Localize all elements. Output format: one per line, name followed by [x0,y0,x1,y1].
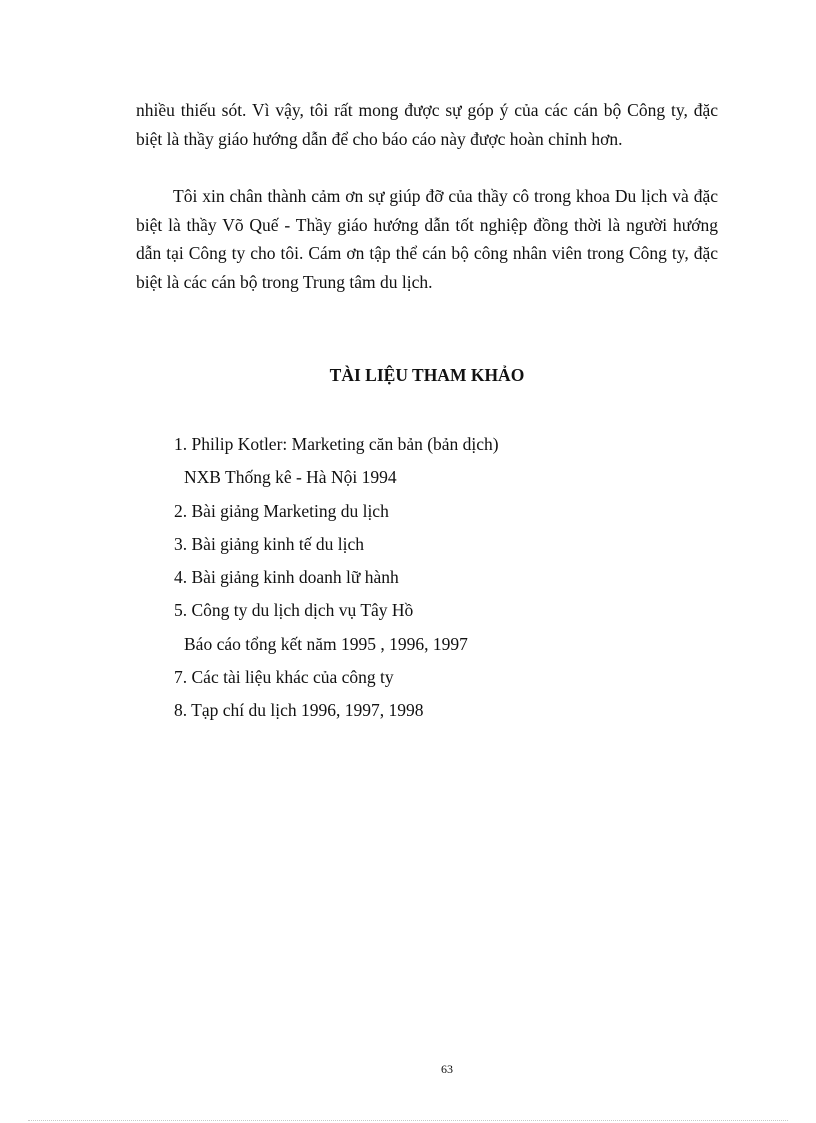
reference-item: 5. Công ty du lịch dịch vụ Tây Hồ [174,600,414,621]
paragraph-closing: nhiều thiếu sót. Vì vậy, tôi rất mong được sự góp ý của các cán bộ Công ty, đặc biệt là thầy giáo hướng dẫn để cho báo cáo này được hoàn chỉnh hơn. [136,100,718,149]
paragraph-acknowledgement: Tôi xin chân thành cảm ơn sự giúp đỡ của thầy cô trong khoa Du lịch và đặc biệt là thầy Võ Quế - Thầy giáo hướng dẫn tốt nghiệp đồng thời là người hướng dẫn tại Công ty cho tôi. Cám ơn tập thể cán bộ công nhân viên trong Công ty, đặc biệt là các cán bộ trong Trung tâm du lịch. [136,186,718,292]
reference-item: 4. Bài giảng kinh doanh lữ hành [174,567,399,588]
reference-item-detail: Báo cáo tổng kết năm 1995 , 1996, 1997 [184,633,468,654]
page-bottom-border [28,1120,788,1121]
reference-item: 1. Philip Kotler: Marketing căn bản (bản dịch) [174,434,499,454]
reference-item: 7. Các tài liệu khác của công ty [174,667,394,688]
reference-item: 2. Bài giảng Marketing du lịch [174,500,389,521]
references-title: TÀI LIỆU THAM KHẢO [329,365,525,385]
reference-item: 3. Bài giảng kinh tế du lịch [174,533,365,554]
page-number: 63 [441,1062,453,1076]
references-list [174,432,694,732]
reference-item: 8. Tạp chí du lịch 1996, 1997, 1998 [174,700,424,721]
reference-item-detail: NXB Thống kê - Hà Nội 1994 [184,467,397,488]
